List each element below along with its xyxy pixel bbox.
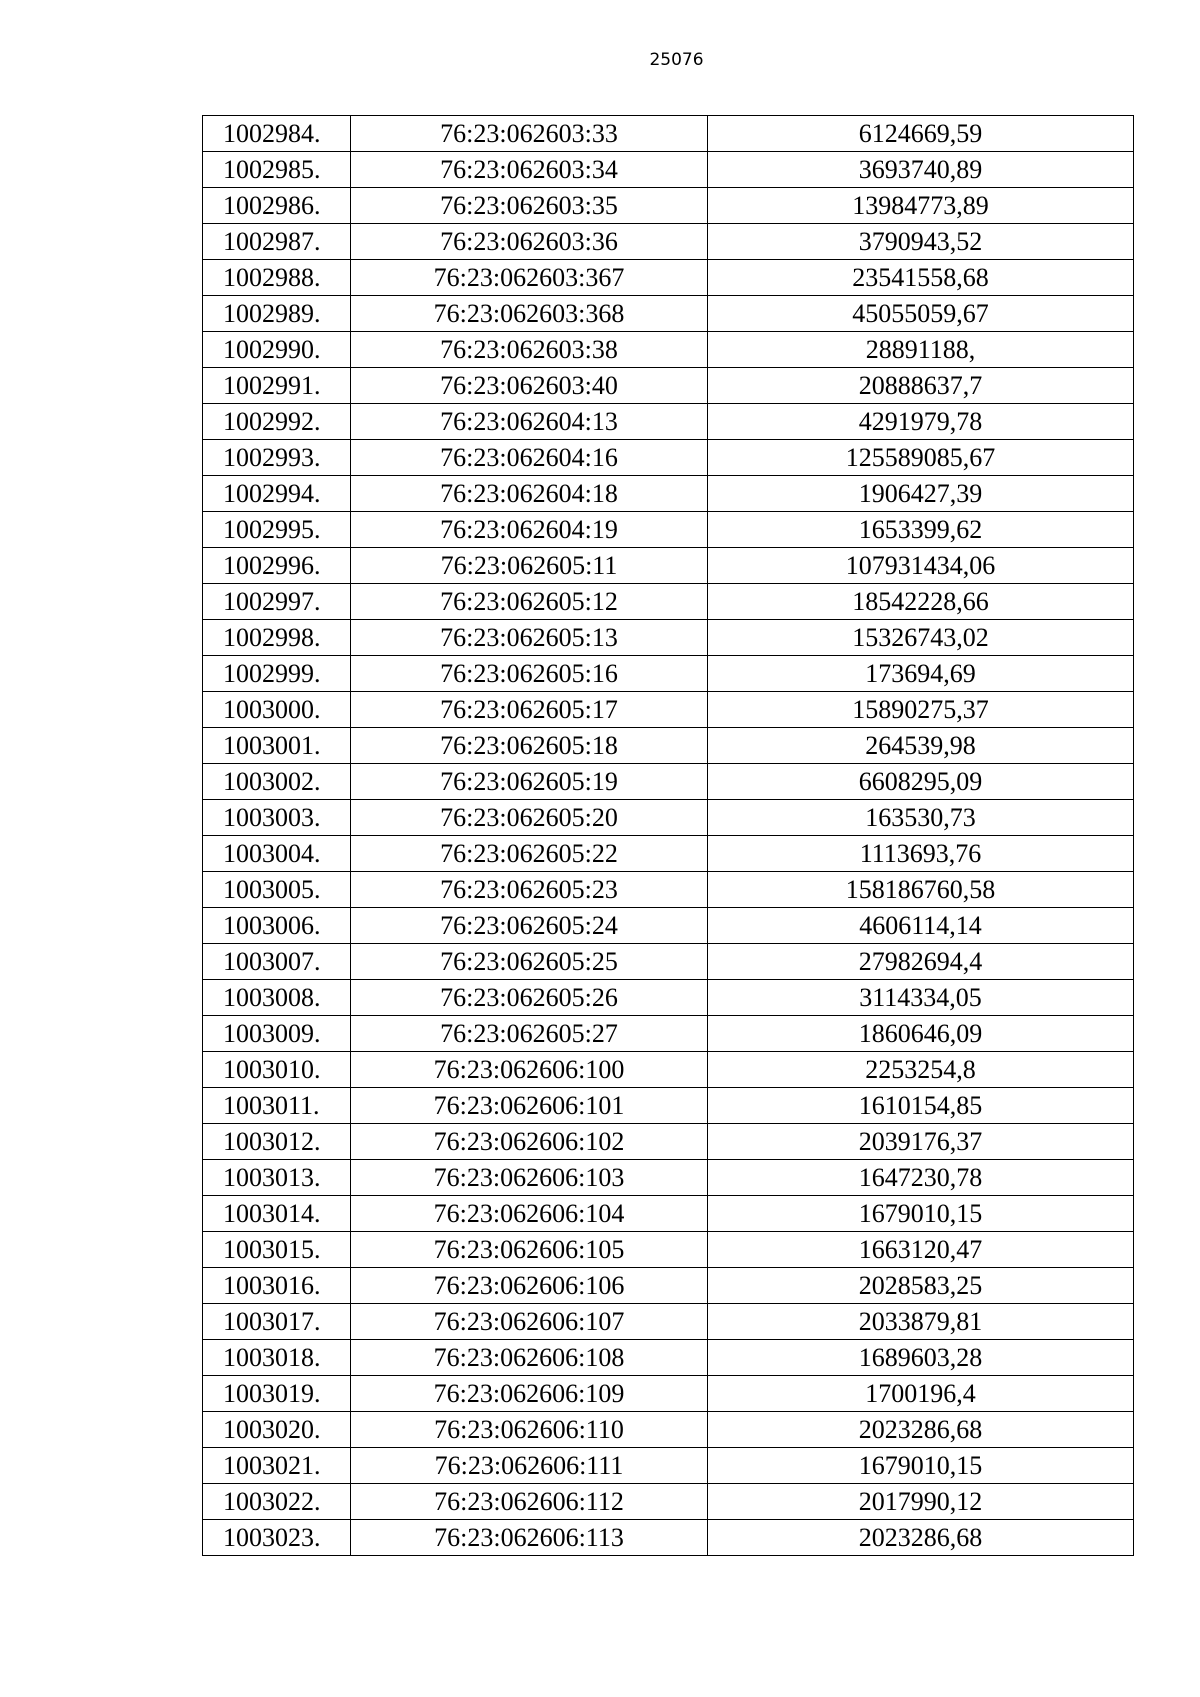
table-row — [203, 1448, 1134, 1484]
value-cell: 6608295,09 — [708, 764, 1134, 800]
cadastral-number-cell: 76:23:062606:110 — [351, 1412, 708, 1448]
value-cell: 4606114,14 — [708, 908, 1134, 944]
row-number-cell: 1002997. — [203, 584, 351, 620]
table-row — [203, 1124, 1134, 1160]
table-row — [203, 512, 1134, 548]
row-number-cell: 1003020. — [203, 1412, 351, 1448]
value-cell: 23541558,68 — [708, 260, 1134, 296]
value-cell: 1647230,78 — [708, 1160, 1134, 1196]
table-row — [203, 1016, 1134, 1052]
row-number-cell: 1002993. — [203, 440, 351, 476]
row-number-cell: 1003001. — [203, 728, 351, 764]
cadastral-number-cell: 76:23:062603:40 — [351, 368, 708, 404]
row-number-cell: 1003019. — [203, 1376, 351, 1412]
table-row — [203, 800, 1134, 836]
table-row — [203, 1412, 1134, 1448]
value-cell: 1663120,47 — [708, 1232, 1134, 1268]
row-number-cell: 1003021. — [203, 1448, 351, 1484]
table-body — [203, 116, 1134, 1556]
cadastral-number-cell: 76:23:062605:19 — [351, 764, 708, 800]
row-number-cell: 1002986. — [203, 188, 351, 224]
table-row — [203, 944, 1134, 980]
value-cell: 3114334,05 — [708, 980, 1134, 1016]
table-row — [203, 260, 1134, 296]
row-number-cell: 1003015. — [203, 1232, 351, 1268]
cadastral-number-cell: 76:23:062603:33 — [351, 116, 708, 152]
row-number-cell: 1002989. — [203, 296, 351, 332]
value-cell: 107931434,06 — [708, 548, 1134, 584]
table-row — [203, 764, 1134, 800]
value-cell: 1689603,28 — [708, 1340, 1134, 1376]
table-row — [203, 692, 1134, 728]
table-row — [203, 980, 1134, 1016]
row-number-cell: 1003014. — [203, 1196, 351, 1232]
table-row — [203, 332, 1134, 368]
value-cell: 264539,98 — [708, 728, 1134, 764]
cadastral-number-cell: 76:23:062605:22 — [351, 836, 708, 872]
table-row — [203, 584, 1134, 620]
cadastral-number-cell: 76:23:062606:111 — [351, 1448, 708, 1484]
cadastral-number-cell: 76:23:062606:109 — [351, 1376, 708, 1412]
row-number-cell: 1003007. — [203, 944, 351, 980]
row-number-cell: 1002990. — [203, 332, 351, 368]
value-cell: 125589085,67 — [708, 440, 1134, 476]
value-cell: 20888637,7 — [708, 368, 1134, 404]
value-cell: 1906427,39 — [708, 476, 1134, 512]
row-number-cell: 1002984. — [203, 116, 351, 152]
table-row — [203, 1088, 1134, 1124]
table-row — [203, 440, 1134, 476]
row-number-cell: 1003011. — [203, 1088, 351, 1124]
cadastral-number-cell: 76:23:062606:101 — [351, 1088, 708, 1124]
cadastral-number-cell: 76:23:062604:13 — [351, 404, 708, 440]
row-number-cell: 1002988. — [203, 260, 351, 296]
value-cell: 1700196,4 — [708, 1376, 1134, 1412]
row-number-cell: 1003013. — [203, 1160, 351, 1196]
value-cell: 1653399,62 — [708, 512, 1134, 548]
row-number-cell: 1003010. — [203, 1052, 351, 1088]
value-cell: 2033879,81 — [708, 1304, 1134, 1340]
row-number-cell: 1002996. — [203, 548, 351, 584]
value-cell: 13984773,89 — [708, 188, 1134, 224]
value-cell: 1113693,76 — [708, 836, 1134, 872]
value-cell: 1679010,15 — [708, 1196, 1134, 1232]
cadastral-number-cell: 76:23:062604:19 — [351, 512, 708, 548]
cadastral-number-cell: 76:23:062606:107 — [351, 1304, 708, 1340]
cadastral-number-cell: 76:23:062604:18 — [351, 476, 708, 512]
value-cell: 4291979,78 — [708, 404, 1134, 440]
value-cell: 163530,73 — [708, 800, 1134, 836]
row-number-cell: 1002995. — [203, 512, 351, 548]
cadastral-number-cell: 76:23:062603:35 — [351, 188, 708, 224]
row-number-cell: 1002998. — [203, 620, 351, 656]
cadastral-number-cell: 76:23:062603:368 — [351, 296, 708, 332]
value-cell: 15326743,02 — [708, 620, 1134, 656]
table-row — [203, 1232, 1134, 1268]
cadastral-number-cell: 76:23:062606:103 — [351, 1160, 708, 1196]
row-number-cell: 1003022. — [203, 1484, 351, 1520]
table-row — [203, 1484, 1134, 1520]
cadastral-number-cell: 76:23:062606:106 — [351, 1268, 708, 1304]
cadastral-number-cell: 76:23:062603:36 — [351, 224, 708, 260]
row-number-cell: 1003016. — [203, 1268, 351, 1304]
cadastral-number-cell: 76:23:062605:16 — [351, 656, 708, 692]
row-number-cell: 1003012. — [203, 1124, 351, 1160]
table-row — [203, 1520, 1134, 1556]
cadastral-number-cell: 76:23:062603:34 — [351, 152, 708, 188]
cadastral-number-cell: 76:23:062605:26 — [351, 980, 708, 1016]
table-row — [203, 1304, 1134, 1340]
row-number-cell: 1002985. — [203, 152, 351, 188]
value-cell: 2028583,25 — [708, 1268, 1134, 1304]
cadastral-number-cell: 76:23:062606:100 — [351, 1052, 708, 1088]
cadastral-number-cell: 76:23:062605:20 — [351, 800, 708, 836]
value-cell: 1610154,85 — [708, 1088, 1134, 1124]
table-row — [203, 656, 1134, 692]
row-number-cell: 1003023. — [203, 1520, 351, 1556]
cadastral-number-cell: 76:23:062606:113 — [351, 1520, 708, 1556]
table-row — [203, 1340, 1134, 1376]
row-number-cell: 1002991. — [203, 368, 351, 404]
value-cell: 27982694,4 — [708, 944, 1134, 980]
value-cell: 28891188, — [708, 332, 1134, 368]
value-cell: 45055059,67 — [708, 296, 1134, 332]
cadastral-number-cell: 76:23:062605:25 — [351, 944, 708, 980]
table-row — [203, 1268, 1134, 1304]
cadastral-number-cell: 76:23:062605:17 — [351, 692, 708, 728]
value-cell: 2253254,8 — [708, 1052, 1134, 1088]
table-row — [203, 620, 1134, 656]
table-row — [203, 1196, 1134, 1232]
table-row — [203, 116, 1134, 152]
table-row — [203, 872, 1134, 908]
row-number-cell: 1003006. — [203, 908, 351, 944]
value-cell: 2023286,68 — [708, 1412, 1134, 1448]
table-row — [203, 368, 1134, 404]
value-cell: 2017990,12 — [708, 1484, 1134, 1520]
row-number-cell: 1003017. — [203, 1304, 351, 1340]
cadastral-number-cell: 76:23:062606:112 — [351, 1484, 708, 1520]
row-number-cell: 1003009. — [203, 1016, 351, 1052]
cadastral-value-table — [202, 115, 1134, 1556]
row-number-cell: 1003008. — [203, 980, 351, 1016]
value-cell: 1860646,09 — [708, 1016, 1134, 1052]
value-cell: 173694,69 — [708, 656, 1134, 692]
value-cell: 2023286,68 — [708, 1520, 1134, 1556]
row-number-cell: 1003018. — [203, 1340, 351, 1376]
value-cell: 15890275,37 — [708, 692, 1134, 728]
value-cell: 3693740,89 — [708, 152, 1134, 188]
cadastral-number-cell: 76:23:062605:12 — [351, 584, 708, 620]
cadastral-number-cell: 76:23:062606:105 — [351, 1232, 708, 1268]
cadastral-number-cell: 76:23:062605:24 — [351, 908, 708, 944]
row-number-cell: 1002999. — [203, 656, 351, 692]
cadastral-number-cell: 76:23:062605:11 — [351, 548, 708, 584]
table-row — [203, 152, 1134, 188]
cadastral-number-cell: 76:23:062603:367 — [351, 260, 708, 296]
row-number-cell: 1002994. — [203, 476, 351, 512]
value-cell: 2039176,37 — [708, 1124, 1134, 1160]
row-number-cell: 1003000. — [203, 692, 351, 728]
cadastral-number-cell: 76:23:062606:102 — [351, 1124, 708, 1160]
row-number-cell: 1003002. — [203, 764, 351, 800]
table-row — [203, 1160, 1134, 1196]
cadastral-number-cell: 76:23:062604:16 — [351, 440, 708, 476]
cadastral-number-cell: 76:23:062606:104 — [351, 1196, 708, 1232]
table-row — [203, 908, 1134, 944]
cadastral-number-cell: 76:23:062606:108 — [351, 1340, 708, 1376]
table-row — [203, 476, 1134, 512]
table-row — [203, 296, 1134, 332]
table-row — [203, 548, 1134, 584]
row-number-cell: 1003005. — [203, 872, 351, 908]
cadastral-number-cell: 76:23:062605:13 — [351, 620, 708, 656]
table-row — [203, 1376, 1134, 1412]
cadastral-number-cell: 76:23:062605:18 — [351, 728, 708, 764]
row-number-cell: 1003004. — [203, 836, 351, 872]
table-row — [203, 1052, 1134, 1088]
row-number-cell: 1003003. — [203, 800, 351, 836]
value-cell: 158186760,58 — [708, 872, 1134, 908]
table-row — [203, 836, 1134, 872]
value-cell: 3790943,52 — [708, 224, 1134, 260]
cadastral-number-cell: 76:23:062605:27 — [351, 1016, 708, 1052]
row-number-cell: 1002987. — [203, 224, 351, 260]
row-number-cell: 1002992. — [203, 404, 351, 440]
page-number: 25076 — [649, 50, 704, 70]
value-cell: 6124669,59 — [708, 116, 1134, 152]
table-row — [203, 404, 1134, 440]
table-row — [203, 224, 1134, 260]
cadastral-number-cell: 76:23:062605:23 — [351, 872, 708, 908]
value-cell: 18542228,66 — [708, 584, 1134, 620]
cadastral-number-cell: 76:23:062603:38 — [351, 332, 708, 368]
value-cell: 1679010,15 — [708, 1448, 1134, 1484]
table-row — [203, 188, 1134, 224]
table-row — [203, 728, 1134, 764]
